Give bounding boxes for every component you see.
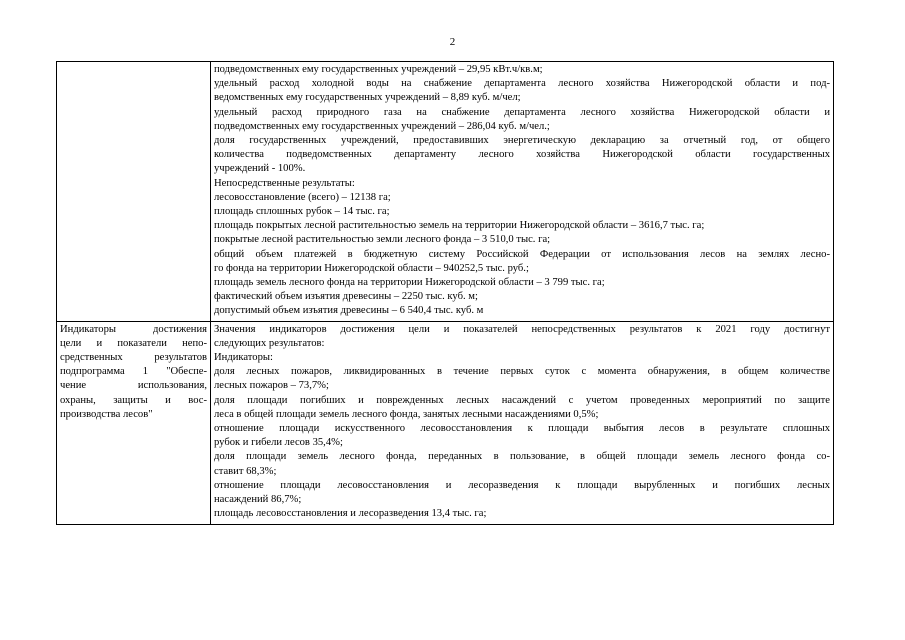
row2-line: доля площади погибших и поврежденных лесных насаждений с учетом проведенных мероприятий по защите [214, 394, 830, 406]
row2-line: отношение площади искусственного лесовосстановления к площади выбытия лесов в результате сплошных [214, 423, 830, 435]
row1-line: площадь сплошных рубок – 14 тыс. га; [214, 206, 390, 218]
row2-label-line: охраны, защиты и вос- [60, 394, 207, 406]
table-row-indicators [57, 321, 834, 524]
row2-line: доля лесных пожаров, ликвидированных в течение первых суток с момента обнаружения, в общем количестве [214, 366, 830, 378]
table-row-energy-and-results [57, 62, 834, 322]
row1-line: площадь покрытых лесной растительностью земель на территории Нижегородской области – 3616,7 тыс. га; [214, 220, 705, 232]
row2-label-line: Индикаторы достижения [60, 323, 207, 335]
row1-line: ведомственных ему государственных учреждений – 8,89 куб. м/чел; [214, 92, 521, 104]
row2-line: леса в общей площади земель лесного фонда, занятых лесными насаждениями 0,5%; [214, 408, 599, 420]
row1-line: покрытые лесной растительностью земли лесного фонда – 3 510,0 тыс. га; [214, 234, 551, 246]
row2-line: Индикаторы: [214, 352, 273, 364]
row2-line: насаждений 86,7%; [214, 494, 302, 506]
page-number: 2 [449, 36, 456, 48]
row1-line: учреждений - 100%. [214, 163, 306, 175]
program-table [56, 61, 834, 525]
row1-line: подведомственных ему государственных учреждений – 29,95 кВт.ч/кв.м; [214, 64, 543, 75]
row1-line: Непосредственные результаты: [214, 177, 355, 189]
row1-line: площадь земель лесного фонда на территории Нижегородской области – 3 799 тыс. га; [214, 277, 605, 289]
row2-content-cell [211, 321, 834, 524]
row2-label-cell [57, 321, 211, 524]
row2-line: Значения индикаторов достижения цели и показателей непосредственных результатов к 2021 году достигнут [214, 323, 830, 335]
row1-label-cell [57, 62, 211, 322]
row1-line: доля государственных учреждений, предоставивших энергетическую декларацию за отчетный год, от общего [214, 135, 830, 147]
row1-line: удельный расход природного газа на снабжение департамента лесного хозяйства Нижегородской области и [214, 106, 830, 118]
row1-line: количества подведомственных департаменту лесного хозяйства Нижегородской области государственных [214, 149, 830, 161]
row2-line: ставит 68,3%; [214, 465, 277, 477]
row2-line: рубок и гибели лесов 35,4%; [214, 437, 343, 449]
row1-line: подведомственных ему государственных учреждений – 286,04 куб. м/чел.; [214, 120, 550, 132]
row2-label-line: подпрограмма 1 "Обеспе- [60, 366, 207, 378]
row2-line: следующих результатов: [214, 337, 325, 349]
row2-label-line: чение использования, [60, 380, 207, 392]
row2-line: лесных пожаров – 73,7%; [214, 380, 329, 392]
row1-line: лесовосстановление (всего) – 12138 га; [214, 191, 391, 203]
row1-content-cell [211, 62, 834, 322]
row2-label-line: цели и показатели непо- [60, 337, 207, 349]
row2-line: площадь лесовосстановления и лесоразведения 13,4 тыс. га; [214, 508, 487, 520]
row1-line: общий объем платежей в бюджетную систему Российской Федерации от использования лесов на землях лесно- [214, 248, 830, 260]
row1-line: допустимый объем изъятия древесины – 6 540,4 тыс. куб. м [214, 305, 484, 317]
row1-line: го фонда на территории Нижегородской области – 940252,5 тыс. руб.; [214, 262, 529, 274]
row2-label-line: средственных результатов [60, 352, 207, 364]
row1-line: фактический объем изъятия древесины – 2250 тыс. куб. м; [214, 291, 478, 303]
row2-label-line: производства лесов" [60, 408, 153, 420]
row2-line: доля площади земель лесного фонда, переданных в пользование, в общей площади земель лесного фонда со- [214, 451, 830, 463]
row2-line: отношение площади лесовосстановления и лесоразведения к площади вырубленных и погибших лесных [214, 479, 830, 491]
row1-line: удельный расход холодной воды на снабжение департамента лесного хозяйства Нижегородской области и под- [214, 78, 830, 90]
